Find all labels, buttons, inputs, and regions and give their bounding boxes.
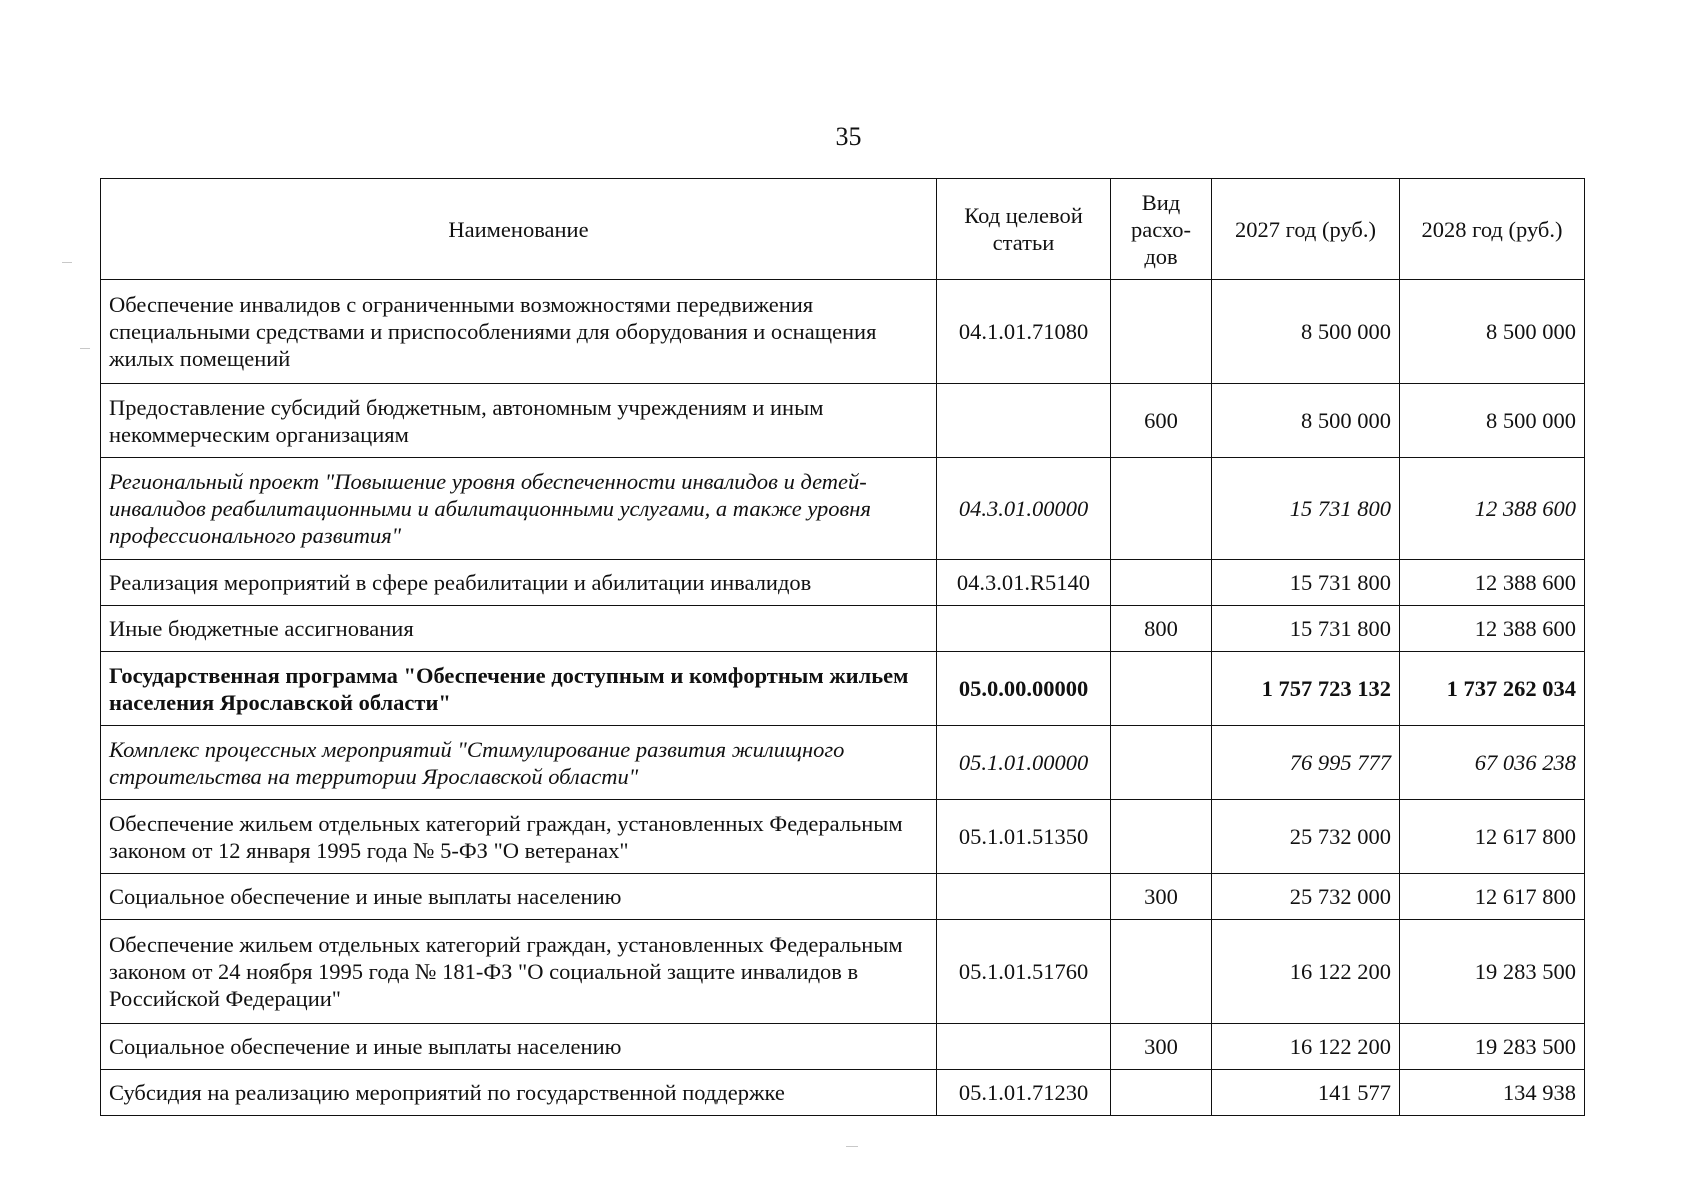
cell-y2028: 67 036 238 — [1400, 726, 1585, 800]
cell-code: 05.1.01.51350 — [937, 800, 1111, 874]
cell-y2028: 19 283 500 — [1400, 1024, 1585, 1070]
scan-mark — [80, 348, 90, 349]
cell-name: Обеспечение жильем отдельных категорий граждан, установленных Федеральным законом от 12 января 1995 года № 5-ФЗ "О ветеранах" — [101, 800, 937, 874]
cell-name: Обеспечение жильем отдельных категорий граждан, установленных Федеральным законом от 24 ноября 1995 года № 181-ФЗ "О социальной защите инвалидов в Российской Федерации" — [101, 920, 937, 1024]
cell-vid — [1111, 560, 1212, 606]
cell-y2028: 12 388 600 — [1400, 606, 1585, 652]
cell-y2027: 15 731 800 — [1212, 606, 1400, 652]
table-row — [101, 920, 1585, 1024]
cell-name: Обеспечение инвалидов с ограниченными возможностями передвижения специальными средствами и приспособлениями для оборудования и оснащения жилых помещений — [101, 280, 937, 384]
cell-y2027: 15 731 800 — [1212, 458, 1400, 560]
cell-name: Комплекс процессных мероприятий "Стимулирование развития жилищного строительства на территории Ярославской области" — [101, 726, 937, 800]
table-row — [101, 384, 1585, 458]
cell-y2027: 16 122 200 — [1212, 1024, 1400, 1070]
cell-code: 04.3.01.00000 — [937, 458, 1111, 560]
table-row — [101, 1024, 1585, 1070]
cell-y2027: 76 995 777 — [1212, 726, 1400, 800]
cell-code — [937, 606, 1111, 652]
cell-y2028: 8 500 000 — [1400, 280, 1585, 384]
cell-code: 05.1.01.71230 — [937, 1070, 1111, 1116]
cell-vid: 800 — [1111, 606, 1212, 652]
budget-table — [100, 178, 1585, 1116]
cell-name: Предоставление субсидий бюджетным, автономным учреждениям и иным некоммерческим организациям — [101, 384, 937, 458]
cell-vid — [1111, 458, 1212, 560]
header-2028: 2028 год (руб.) — [1400, 179, 1585, 280]
table-row — [101, 800, 1585, 874]
cell-code: 05.1.01.51760 — [937, 920, 1111, 1024]
cell-y2027: 8 500 000 — [1212, 384, 1400, 458]
table-row — [101, 652, 1585, 726]
cell-name: Иные бюджетные ассигнования — [101, 606, 937, 652]
cell-vid: 600 — [1111, 384, 1212, 458]
cell-y2027: 15 731 800 — [1212, 560, 1400, 606]
table-row — [101, 1070, 1585, 1116]
cell-y2027: 16 122 200 — [1212, 920, 1400, 1024]
cell-vid — [1111, 800, 1212, 874]
header-code: Код целевой статьи — [937, 179, 1111, 280]
table-row — [101, 726, 1585, 800]
cell-y2027: 1 757 723 132 — [1212, 652, 1400, 726]
scan-mark — [62, 262, 72, 263]
cell-y2028: 134 938 — [1400, 1070, 1585, 1116]
header-name: Наименование — [101, 179, 937, 280]
cell-name: Региональный проект "Повышение уровня обеспеченности инвалидов и детей-инвалидов реабилитационными и абилитационными услугами, а также уровня профессионального развития" — [101, 458, 937, 560]
cell-code — [937, 874, 1111, 920]
table-header-row — [101, 179, 1585, 280]
cell-y2028: 12 617 800 — [1400, 874, 1585, 920]
cell-y2028: 19 283 500 — [1400, 920, 1585, 1024]
cell-name: Государственная программа "Обеспечение доступным и комфортным жильем населения Ярославской области" — [101, 652, 937, 726]
table-row — [101, 874, 1585, 920]
cell-y2028: 8 500 000 — [1400, 384, 1585, 458]
cell-vid — [1111, 1070, 1212, 1116]
cell-vid — [1111, 280, 1212, 384]
cell-name: Субсидия на реализацию мероприятий по государственной поддержке — [101, 1070, 937, 1116]
cell-code: 04.3.01.R5140 — [937, 560, 1111, 606]
cell-vid — [1111, 726, 1212, 800]
cell-code — [937, 1024, 1111, 1070]
cell-y2028: 12 617 800 — [1400, 800, 1585, 874]
cell-y2028: 12 388 600 — [1400, 560, 1585, 606]
cell-y2027: 25 732 000 — [1212, 800, 1400, 874]
cell-vid: 300 — [1111, 1024, 1212, 1070]
table-row — [101, 560, 1585, 606]
cell-y2027: 8 500 000 — [1212, 280, 1400, 384]
cell-y2028: 12 388 600 — [1400, 458, 1585, 560]
cell-y2028: 1 737 262 034 — [1400, 652, 1585, 726]
table-row — [101, 458, 1585, 560]
cell-name: Социальное обеспечение и иные выплаты населению — [101, 1024, 937, 1070]
table-body — [101, 280, 1585, 1116]
cell-code: 04.1.01.71080 — [937, 280, 1111, 384]
cell-vid: 300 — [1111, 874, 1212, 920]
cell-code: 05.0.00.00000 — [937, 652, 1111, 726]
page-number: 35 — [835, 122, 862, 151]
cell-code: 05.1.01.00000 — [937, 726, 1111, 800]
cell-y2027: 25 732 000 — [1212, 874, 1400, 920]
cell-code — [937, 384, 1111, 458]
table-row — [101, 280, 1585, 384]
table-row — [101, 606, 1585, 652]
scan-mark — [846, 1146, 858, 1147]
cell-name: Реализация мероприятий в сфере реабилитации и абилитации инвалидов — [101, 560, 937, 606]
cell-y2027: 141 577 — [1212, 1070, 1400, 1116]
header-vid: Вид расхо-дов — [1111, 179, 1212, 280]
cell-name: Социальное обеспечение и иные выплаты населению — [101, 874, 937, 920]
cell-vid — [1111, 920, 1212, 1024]
cell-vid — [1111, 652, 1212, 726]
header-2027: 2027 год (руб.) — [1212, 179, 1400, 280]
